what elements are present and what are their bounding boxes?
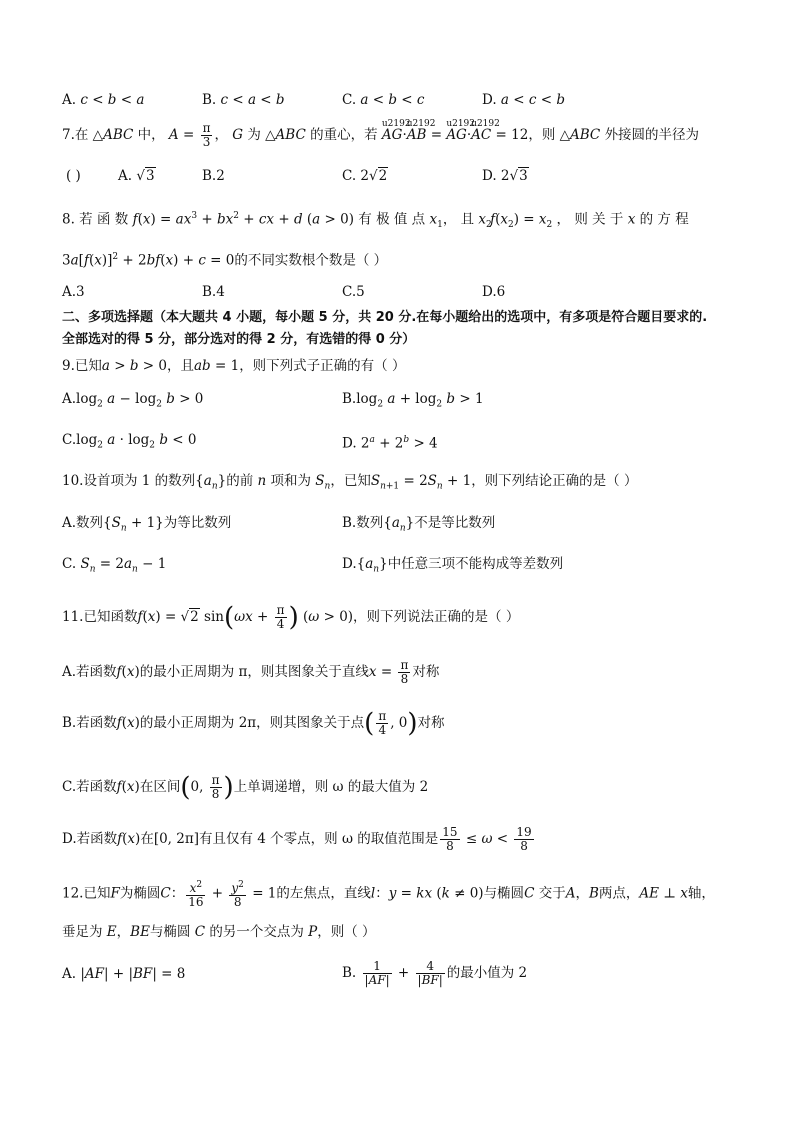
q6-option-c: C. a < b < c bbox=[342, 92, 425, 108]
section-heading-line1: 二、多项选择题（本大题共 4 小题，每小题 5 分，共 20 分.在每小题给出的选项中，有多项是符合题目要求的. bbox=[62, 310, 708, 325]
q8-option-c: C.5 bbox=[342, 284, 365, 300]
q6-option-d: D. a < c < b bbox=[482, 92, 565, 108]
section-heading-line2: 全部选对的得 5 分，部分选对的得 2 分，有选错的得 0 分） bbox=[62, 332, 416, 347]
q10-option-b: B.数列$\{a_n\}$不是等比数列 bbox=[342, 515, 496, 534]
q9-stem: 9.已知a > b > 0，且ab = 1，则下列式子正确的有（ ） bbox=[62, 358, 406, 374]
q7-option-d: D. 2√3 bbox=[482, 168, 528, 184]
q7-stem: 7.在 △ABC 中， A = $\frac{\pi}{3}$ ， G 为 △ABC 的重心，若 u2192 AG·u2192 AB = u2192 AG·u2192 AC = 12，则 △ABC 外接圆的半径为 bbox=[62, 122, 699, 149]
q9-option-c: $C.\log_2$ $a \cdot \log_2 b < 0$ bbox=[62, 432, 197, 451]
q11-stem: 11.已知函数f(x) = √2 sin(ωx + $\frac{\pi}{4}$ ) (ω > 0)，则下列说法正确的是（ ） bbox=[62, 602, 520, 633]
q11-option-c: C.若函数f(x)在区间(0, $\frac{\pi}{8}$ )上单调递增，则 ω 的最大值为 2 bbox=[62, 772, 429, 803]
q10-option-d: $D.\{a_n\}$中任意三项不能构成等差数列 bbox=[342, 556, 564, 575]
q9-option-d: D. $2^a + 2^b > 4$ bbox=[342, 435, 438, 452]
q11-option-d: D.若函数f(x)在[0, 2π]有且仅有 4 个零点，则 ω 的取值范围是 $\frac{15}{8}$ ≤ ω < $\frac{19}{8}$ bbox=[62, 825, 532, 853]
q9-option-b: $B.\log_2$ $a + \log_2 b > 1$ bbox=[342, 391, 484, 410]
q8-equation: $3a[f(x)]^2 + 2bf(x) + c = 0$的不同实数根个数是（ ） bbox=[62, 252, 388, 269]
q8-option-a: A.3 bbox=[62, 284, 85, 300]
q12-option-b: B. $\frac{1}{|AF|}$ + $\frac{4}{|BF|}$ 的最小值为 2 bbox=[342, 959, 528, 987]
q12-option-a: A. |AF| + |BF| = 8 bbox=[62, 966, 186, 982]
q7-paren: ( ) bbox=[66, 168, 81, 184]
q10-option-a: A.数列$\{S_n + 1\}$为等比数列 bbox=[62, 515, 232, 534]
q7-option-a: A. √3 bbox=[118, 168, 155, 184]
q12-stem-line2: 垂足为 E，BE与椭圆 C 的另一个交点为 P，则（ ） bbox=[62, 924, 376, 940]
q10-stem: 10.设首项为 1 的数列$\{a_n\}$的前 n 项和为 $S_n$，已知$S_{n+1} = 2S_n + 1$，则下列结论正确的是（ ） bbox=[62, 473, 638, 492]
q12-stem: 12.已知F为椭圆C： $\frac{x^2}{16}$ + $\frac{y^2}{8}$ = 1的左焦点，直线l：y = kx (k ≠ 0)与椭圆C 交于A，B两点，AE ⊥ x轴， bbox=[62, 880, 715, 909]
q11-option-b: B.若函数f(x)的最小正周期为 2π，则其图象关于点( $\frac{\pi}{4}$ , 0)对称 bbox=[62, 708, 445, 739]
q8-option-d: D.6 bbox=[482, 284, 506, 300]
q10-option-c: C. $S_n = 2a_n - 1$ bbox=[62, 556, 167, 575]
q7-option-b: B.2 bbox=[202, 168, 225, 184]
q8-stem: 8. 若 函 数 $f(x) = ax^3 + bx^2$ + cx + d (a > 0) 有 极 值 点 $x_1$， 且 $x_2$ $f(x_2) = x_2$ ， 则 关 于 x 的 方 程 bbox=[62, 211, 689, 231]
q6-option-a: A. c < b < a bbox=[62, 92, 145, 108]
q7-option-c: C. 2√2 bbox=[342, 168, 388, 184]
q6-option-b: B. c < a < b bbox=[202, 92, 285, 108]
q11-option-a: A.若函数f(x)的最小正周期为 π，则其图象关于直线x = $\frac{\pi}{8}$ 对称 bbox=[62, 658, 440, 686]
q9-option-a: $A.\log_2$ $a - \log_2 b > 0$ bbox=[62, 391, 204, 410]
q8-option-b: B.4 bbox=[202, 284, 225, 300]
